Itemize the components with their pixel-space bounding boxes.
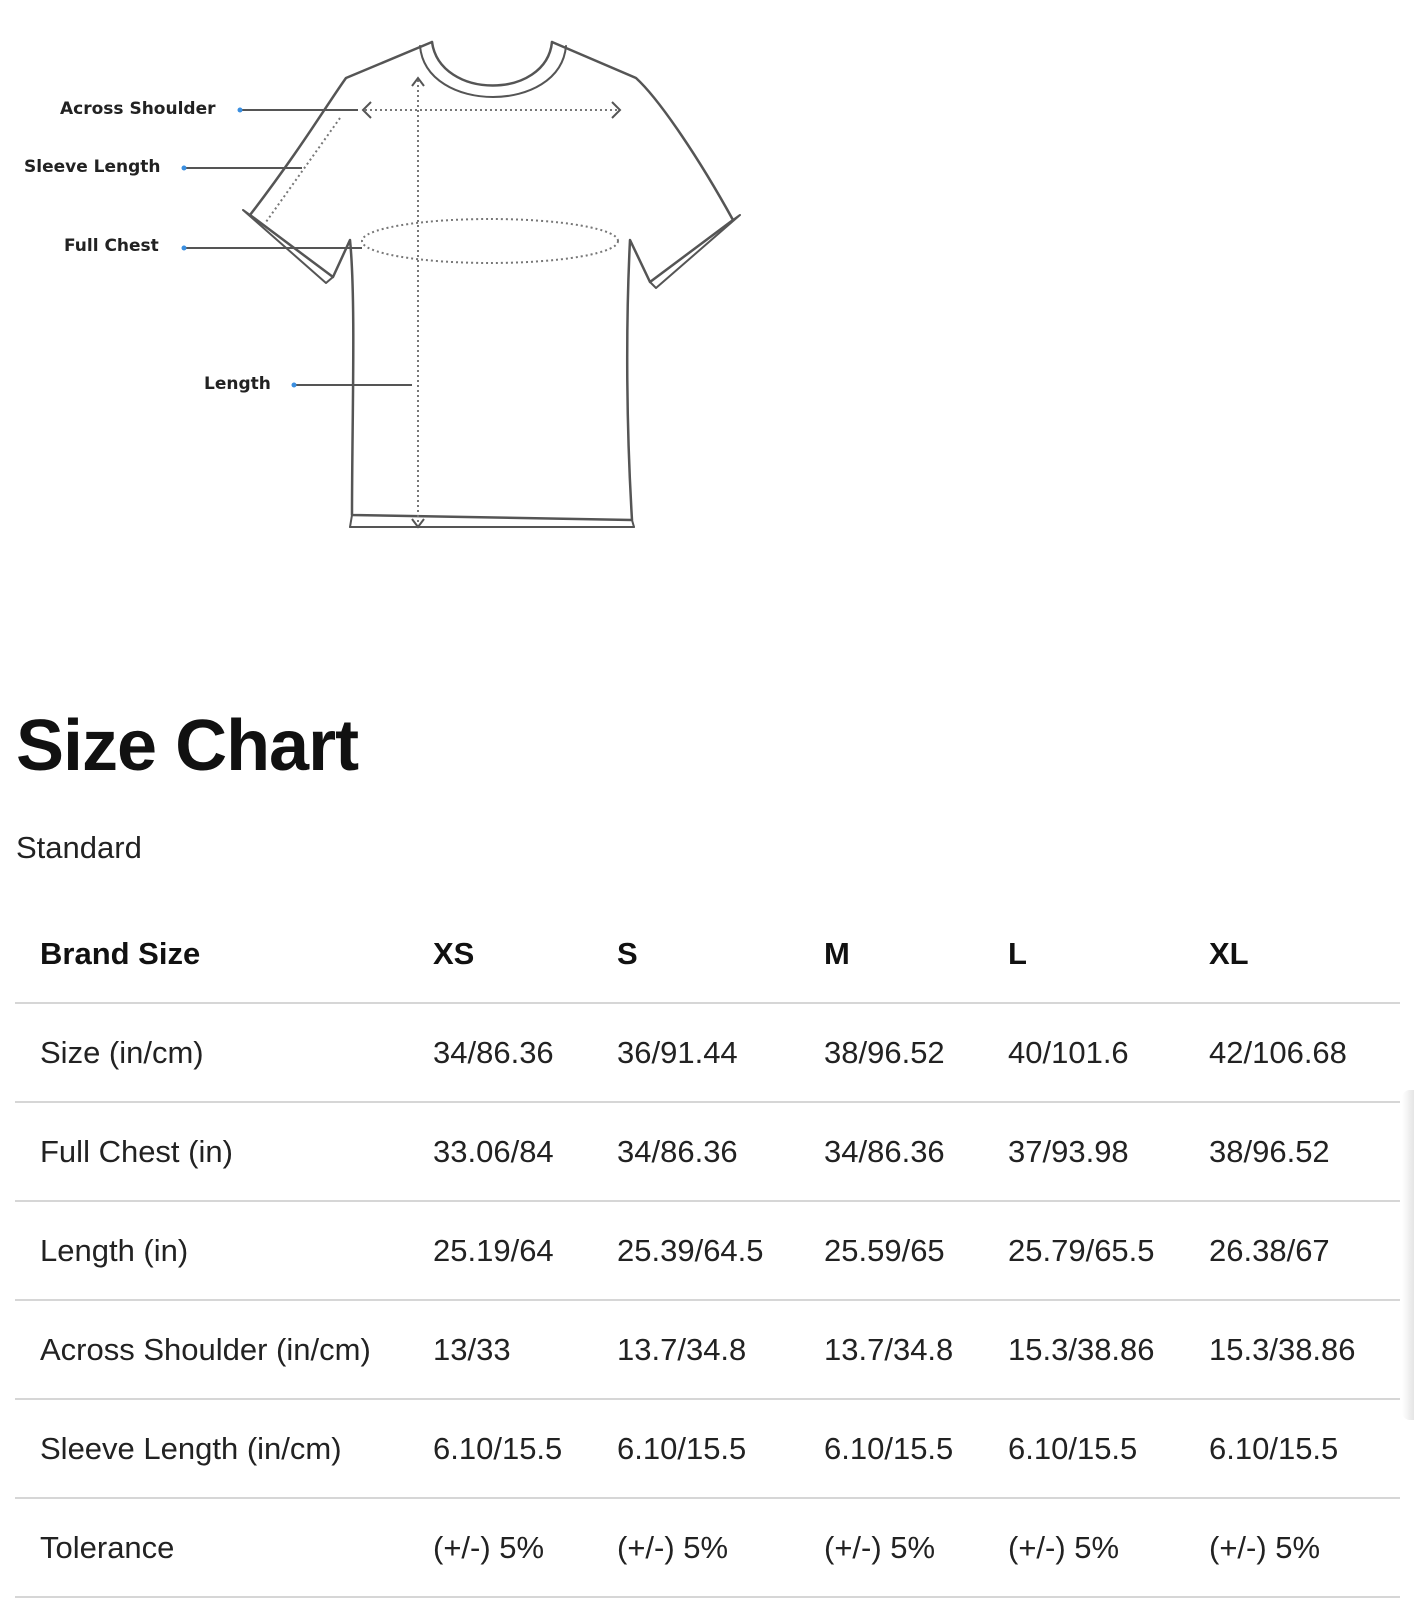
label-across-shoulder: Across Shoulder — [60, 99, 216, 119]
table-row — [15, 1003, 1400, 1102]
table-row — [15, 1300, 1400, 1399]
page-title: Size Chart — [16, 706, 359, 786]
table-cell: 25.19/64 — [433, 1201, 617, 1300]
label-length: Length — [204, 374, 271, 394]
row-label: Tolerance — [15, 1498, 433, 1597]
table-row — [15, 1399, 1400, 1498]
header-size-s: S — [617, 905, 824, 1003]
table-cell: 13/33 — [433, 1300, 617, 1399]
table-cell: 26.38/67 — [1209, 1201, 1400, 1300]
row-label: Length (in) — [15, 1201, 433, 1300]
table-header-row — [15, 905, 1400, 1003]
table-cell: 42/106.68 — [1209, 1003, 1400, 1102]
table-row — [15, 1201, 1400, 1300]
header-size-xl: XL — [1209, 905, 1400, 1003]
table-cell: 6.10/15.5 — [824, 1399, 1008, 1498]
table-cell: 36/91.44 — [617, 1003, 824, 1102]
table-row — [15, 1102, 1400, 1201]
header-size-l: L — [1008, 905, 1209, 1003]
scroll-edge-shadow — [1402, 1090, 1414, 1420]
table-cell: 15.3/38.86 — [1008, 1300, 1209, 1399]
table-cell: 13.7/34.8 — [617, 1300, 824, 1399]
table-cell: 33.06/84 — [433, 1102, 617, 1201]
table-row — [15, 1498, 1400, 1597]
table-cell: (+/-) 5% — [1008, 1498, 1209, 1597]
label-sleeve-length: Sleeve Length — [24, 157, 161, 177]
row-label: Full Chest (in) — [15, 1102, 433, 1201]
table-cell: 25.59/65 — [824, 1201, 1008, 1300]
table-cell: 40/101.6 — [1008, 1003, 1209, 1102]
table-cell: (+/-) 5% — [433, 1498, 617, 1597]
table-cell: 6.10/15.5 — [617, 1399, 824, 1498]
table-cell: 25.79/65.5 — [1008, 1201, 1209, 1300]
row-label: Across Shoulder (in/cm) — [15, 1300, 433, 1399]
table-cell: 13.7/34.8 — [824, 1300, 1008, 1399]
table-cell: 6.10/15.5 — [1209, 1399, 1400, 1498]
label-full-chest: Full Chest — [64, 236, 159, 256]
table-cell: 38/96.52 — [1209, 1102, 1400, 1201]
header-size-m: M — [824, 905, 1008, 1003]
table-cell: 25.39/64.5 — [617, 1201, 824, 1300]
tshirt-measurement-diagram — [0, 0, 800, 580]
row-label: Size (in/cm) — [15, 1003, 433, 1102]
header-brand-size: Brand Size — [15, 905, 433, 1003]
row-label: Sleeve Length (in/cm) — [15, 1399, 433, 1498]
table-cell: 37/93.98 — [1008, 1102, 1209, 1201]
tshirt-collar — [432, 42, 552, 86]
table-cell: 6.10/15.5 — [1008, 1399, 1209, 1498]
table-cell: 34/86.36 — [824, 1102, 1008, 1201]
table-cell: 34/86.36 — [617, 1102, 824, 1201]
size-standard-label: Standard — [16, 830, 142, 865]
size-chart-table — [15, 905, 1400, 1598]
table-cell: (+/-) 5% — [617, 1498, 824, 1597]
table-cell: 34/86.36 — [433, 1003, 617, 1102]
table-cell: 15.3/38.86 — [1209, 1300, 1400, 1399]
header-size-xs: XS — [433, 905, 617, 1003]
table-cell: 38/96.52 — [824, 1003, 1008, 1102]
table-cell: 6.10/15.5 — [433, 1399, 617, 1498]
table-cell: (+/-) 5% — [1209, 1498, 1400, 1597]
table-cell: (+/-) 5% — [824, 1498, 1008, 1597]
